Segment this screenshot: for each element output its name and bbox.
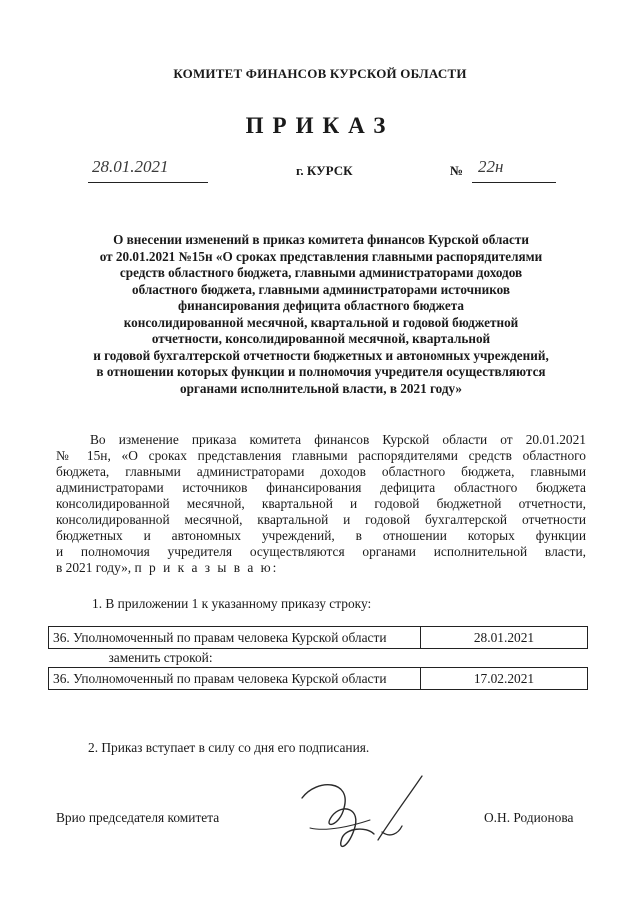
- organization-name: КОМИТЕТ ФИНАНСОВ КУРСКОЙ ОБЛАСТИ: [173, 66, 467, 81]
- subject-line: финансирования дефицита областного бюджета: [177, 298, 465, 313]
- signatory-position: Врио председателя комитета: [56, 810, 220, 825]
- subject-heading: [56, 232, 586, 397]
- body-line: консолидированной месячной, квартальной и годовой бухгалтерской отчетности: [56, 512, 586, 527]
- subject-line: средств областного бюджета, главными администраторами доходов: [119, 265, 523, 280]
- replacement-table: [48, 626, 588, 690]
- order-word: п р и к а з ы в а ю:: [134, 560, 279, 575]
- body-line: Во изменение приказа комитета финансов Курской области от 20.01.2021: [90, 432, 586, 447]
- subject-line: от 20.01.2021 №15н «О сроках представления главными распорядителями: [99, 248, 543, 264]
- signatory-name: О.Н. Родионова: [484, 810, 574, 825]
- replace-label: заменить строкой:: [49, 649, 588, 668]
- subject-line: и годовой бухгалтерской отчетности бюджетных и автономных учреждений,: [93, 347, 549, 363]
- new-row-text: 36. Уполномоченный по правам человека Курской области: [49, 668, 421, 690]
- number-label: №: [450, 163, 464, 178]
- handwritten-signature: [282, 768, 432, 858]
- body-line-last: [56, 560, 586, 576]
- body-line: бюджетных и автономных учреждений, в отношении которых функции: [56, 528, 586, 543]
- old-row-text: 36. Уполномоченный по правам человека Курской области: [49, 627, 421, 649]
- city-label: г. КУРСК: [296, 163, 353, 178]
- document-number: 22н: [478, 157, 504, 176]
- table-row-old: [49, 627, 588, 649]
- subject-line: консолидированной месячной, квартальной и годовой бюджетной: [123, 314, 519, 330]
- new-row-date: 17.02.2021: [421, 668, 588, 690]
- document-date: 28.01.2021: [92, 157, 169, 176]
- body-line: № 15н, «О сроках представления главными распорядителями средств областного: [56, 448, 586, 463]
- body-line: администраторами источников финансирования дефицита областного бюджета: [56, 480, 586, 495]
- subject-line: в отношении которых функции и полномочия учредителя осуществляются: [96, 364, 546, 379]
- table-row-new: [49, 668, 588, 690]
- document-type-title: ПРИКАЗ: [245, 113, 395, 138]
- subject-line: О внесении изменений в приказ комитета финансов Курской области: [113, 232, 529, 247]
- point-2: 2. Приказ вступает в силу со дня его подписания.: [88, 740, 370, 755]
- body-line: и полномочия учредителя осуществляются органами исполнительной власти,: [56, 544, 586, 559]
- body-line: консолидированной месячной, квартальной и годовой бюджетной отчетности,: [56, 496, 586, 511]
- old-row-date: 28.01.2021: [421, 627, 588, 649]
- body-last-prefix: в 2021 году»,: [56, 560, 132, 575]
- body-paragraph: [56, 432, 586, 576]
- subject-line: органами исполнительной власти, в 2021 году»: [179, 380, 463, 396]
- point-1: 1. В приложении 1 к указанному приказу строку:: [92, 596, 372, 611]
- subject-line: областного бюджета, главными администраторами источников: [131, 281, 511, 297]
- subject-line: отчетности, консолидированной месячной, квартальной: [151, 331, 491, 346]
- table-row-replace-label: [49, 649, 588, 668]
- body-line: бюджета, главными администраторами доходов областного бюджета, главными: [56, 464, 586, 479]
